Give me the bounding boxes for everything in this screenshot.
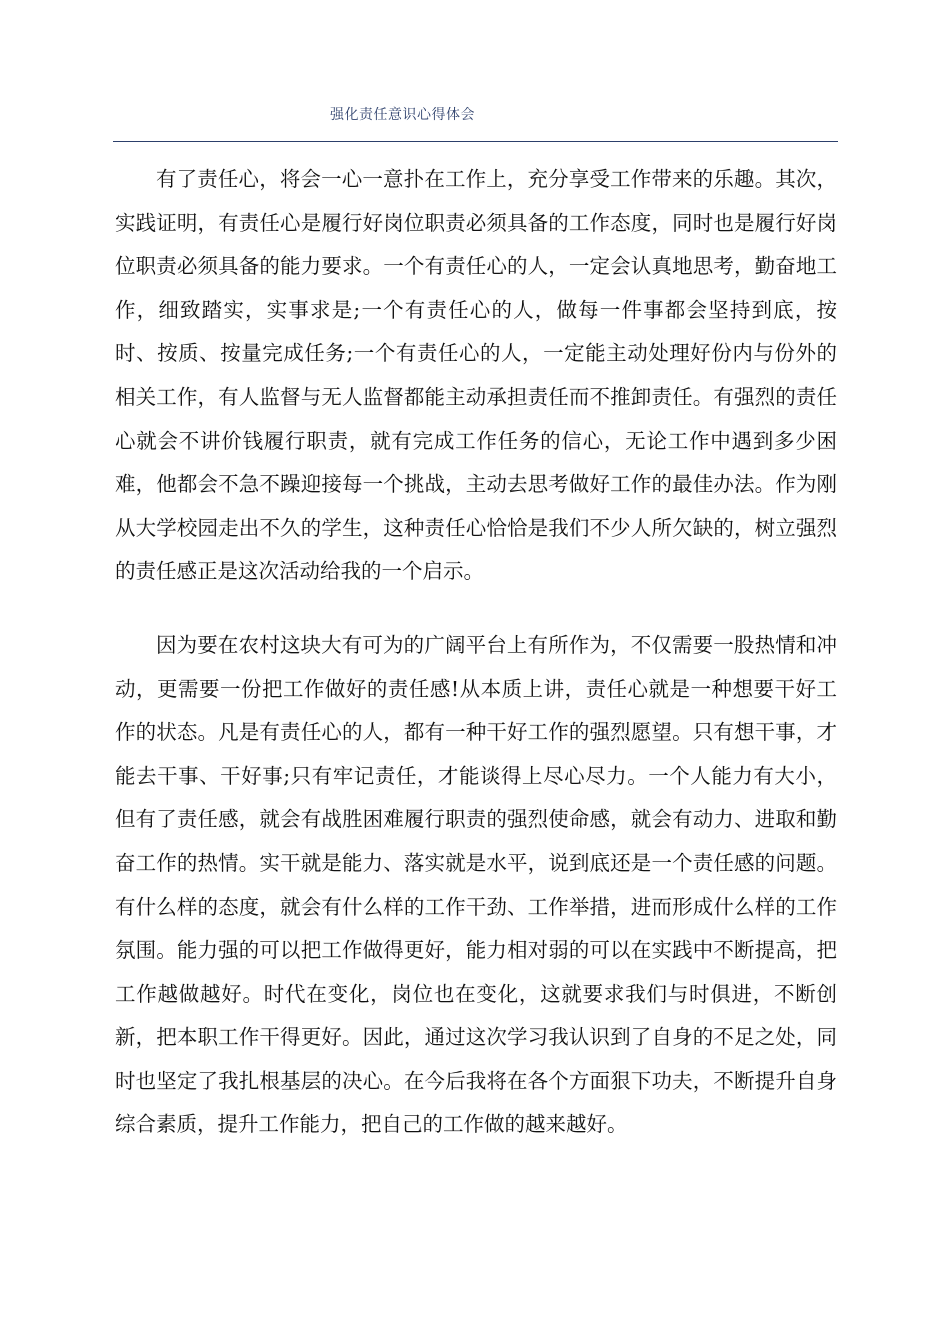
document-header-title: 强化责任意识心得体会 xyxy=(330,107,475,123)
body-paragraph-2: 因为要在农村这块大有可为的广阔平台上有所作为，不仅需要一股热情和冲动，更需要一份把工作做好的责任感!从本质上讲，责任心就是一种想要干好工作的状态。凡是有责任心的人，都有一种干好工作的强烈愿望。只有想干事，才能去干事、干好事;只有牢记责任，才能谈得上尽心尽力。一个人能力有大小，但有了责任感，就会有战胜困难履行职责的强烈使命感，就会有动力、进取和勤奋工作的热情。实干就是能力、落实就是水平，说到底还是一个责任感的问题。有什么样的态度，就会有什么样的工作干劲、工作举措，进而形成什么样的工作氛围。能力强的可以把工作做得更好，能力相对弱的可以在实践中不断提高，把工作越做越好。时代在变化，岗位也在变化，这就要求我们与时俱进，不断创新，把本职工作干得更好。因此，通过这次学习我认识到了自身的不足之处，同时也坚定了我扎根基层的决心。在今后我将在各个方面狠下功夫，不断提升自身综合素质，提升工作能力，把自己的工作做的越来越好。 xyxy=(115,632,837,1137)
paragraph-spacer xyxy=(115,594,837,624)
document-body xyxy=(115,158,837,1147)
header-divider xyxy=(113,141,838,142)
body-paragraph-1: 有了责任心，将会一心一意扑在工作上，充分享受工作带来的乐趣。其次，实践证明，有责任心是履行好岗位职责必须具备的工作态度，同时也是履行好岗位职责必须具备的能力要求。一个有责任心的人，一定会认真地思考，勤奋地工作，细致踏实，实事求是;一个有责任心的人，做每一件事都会坚持到底，按时、按质、按量完成任务;一个有责任心的人，一定能主动处理好份内与份外的相关工作，有人监督与无人监督都能主动承担责任而不推卸责任。有强烈的责任心就会不讲价钱履行职责，就有完成工作任务的信心，无论工作中遇到多少困难，他都会不急不躁迎接每一个挑战，主动去思考做好工作的最佳办法。作为刚从大学校园走出不久的学生，这种责任心恰恰是我们不少人所欠缺的，树立强烈的责任感正是这次活动给我的一个启示。 xyxy=(115,167,837,584)
